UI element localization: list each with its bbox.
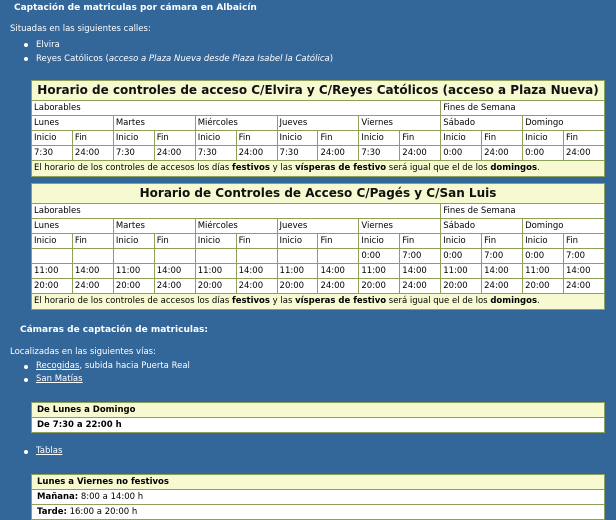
- table-title: Horario de controles de acceso C/Elvira y C/Reyes Católicos (acceso a Plaza Nueva): [32, 81, 605, 101]
- festivos-note: El horario de los controles de accesos los días festivos y las vísperas de festivo será igual que el de los domingos.: [32, 161, 605, 177]
- fines-header: Fines de Semana: [441, 101, 605, 116]
- tablas-link[interactable]: Tablas: [36, 446, 63, 456]
- table-title: Horario de Controles de Acceso C/Pagés y C/San Luis: [32, 184, 605, 204]
- street-list: [24, 38, 333, 66]
- schedule-box-daily: [31, 402, 605, 433]
- days-row: Lunes Martes Miércoles Jueves Viernes Sábado Domingo: [32, 219, 605, 234]
- inicio-fin-row: Inicio Fin Inicio Fin Inicio Fin Inicio Fin Inicio Fin Inicio Fin Inicio Fin: [32, 131, 605, 146]
- box-head: Lunes a Viernes no festivos: [32, 475, 605, 490]
- table-row: 0:00 7:00 0:00 7:00 0:00 7:00: [32, 249, 605, 264]
- list-item: [24, 373, 190, 386]
- box-value: De 7:30 a 22:00 h: [32, 418, 605, 433]
- list-item: Recogidas, subida hacia Puerta Real: [24, 360, 190, 373]
- laborables-header: Laborables: [32, 204, 441, 219]
- schedule-box-weekdays: [31, 474, 605, 520]
- schedule-table-pages: [31, 183, 605, 310]
- intro-text: Situadas en las siguientes calles:: [10, 24, 151, 34]
- fines-header: Fines de Semana: [441, 204, 605, 219]
- locations-intro: Localizadas en las siguientes vías:: [10, 347, 156, 357]
- table-row: 11:00 14:00 11:00 14:00 11:00 14:00 11:00 14:00 11:00 14:00 11:00 14:00 11:00 14:00: [32, 264, 605, 279]
- list-item: [24, 445, 62, 458]
- location-list: [24, 360, 190, 386]
- page-title: Captación de matriculas por cámara en Albaicín: [14, 3, 257, 13]
- days-row: Lunes Martes Miércoles Jueves Viernes Sábado Domingo: [32, 116, 605, 131]
- box-row-tarde: Tarde: 16:00 a 20:00 h: [32, 505, 605, 520]
- schedule-table-elvira: [31, 80, 605, 177]
- inicio-fin-row: Inicio Fin Inicio Fin Inicio Fin Inicio Fin Inicio Fin Inicio Fin Inicio Fin: [32, 234, 605, 249]
- street-item-elvira: Elvira: [24, 38, 333, 52]
- festivos-note: El horario de los controles de accesos los días festivos y las vísperas de festivo será igual que el de los domingos.: [32, 294, 605, 310]
- table-row: 20:00 24:00 20:00 24:00 20:00 24:00 20:00 24:00 20:00 24:00 20:00 24:00 20:00 24:00: [32, 279, 605, 294]
- laborables-header: Laborables: [32, 101, 441, 116]
- recogidas-link[interactable]: Recogidas: [36, 361, 80, 371]
- box-head: De Lunes a Domingo: [32, 403, 605, 418]
- cameras-section-title: Cámaras de captación de matriculas:: [20, 325, 208, 335]
- street-item-reyes: Reyes Católicos (acceso a Plaza Nueva desde Plaza Isabel la Católica): [24, 52, 333, 66]
- table-row: 7:30 24:00 7:30 24:00 7:30 24:00 7:30 24:00 7:30 24:00 0:00 24:00 0:00 24:00: [32, 146, 605, 161]
- box-row-manana: Mañana: 8:00 a 14:00 h: [32, 490, 605, 505]
- san-matias-link[interactable]: San Matías: [36, 374, 83, 384]
